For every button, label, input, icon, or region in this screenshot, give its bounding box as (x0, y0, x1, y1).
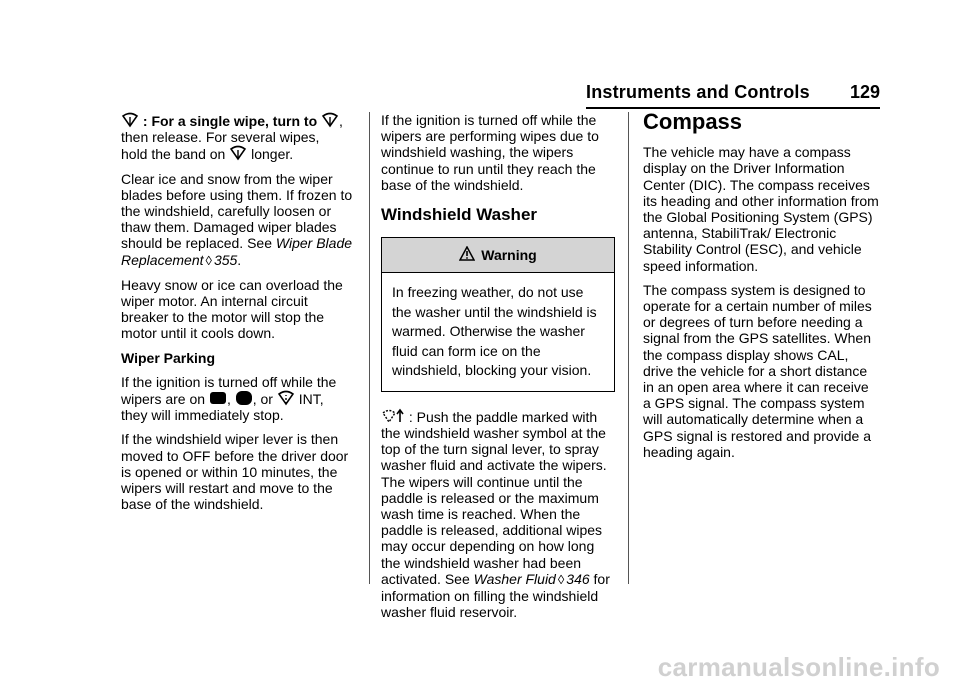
page-number: 129 (849, 82, 880, 102)
warning-triangle-icon (459, 246, 475, 264)
compass-heading: Compass (643, 109, 743, 134)
footer (0, 646, 960, 682)
wiper-mist-icon (229, 145, 247, 161)
watermark: carmanualsonline.info (657, 652, 940, 682)
wiper-blade-replacement-link[interactable]: Wiper Blade Replacement (121, 235, 353, 268)
washing-ignition-paragraph: If the ignition is turned off while the wipers are performing wipes due to windshield washing, the wipers continue to run until they reach the base of the windshield. (381, 112, 599, 193)
column-divider (369, 112, 370, 584)
page-header (586, 80, 880, 110)
page-ref-icon: ◊ (205, 252, 212, 268)
washer-fluid-link[interactable]: Washer Fluid (473, 570, 556, 587)
wiper-parking-paragraph: If the ignition is turned off while the wipers are on , , or INT, they will immediately stop. (121, 373, 337, 424)
washer-paddle-paragraph: : Push the paddle marked with the windshield washer symbol at the top of the turn signal lever, to spray washer fluid and activate the wipers. The wipers will continue until the paddle is released or the maximum wash time is reached. When the paddle is released, additional wipes may occur depending on how long the windshield washer had been activated. See Washer Fluid ◊ 346 for information on filling the windshield washer fluid reservoir. (381, 408, 610, 621)
wiper-mist-icon (121, 112, 139, 128)
wiper-high-icon (209, 390, 227, 406)
windshield-washer-heading: Windshield Washer (381, 205, 538, 225)
ice-snow-paragraph: Clear ice and snow from the wiper blades before using them. If frozen to the windshield, carefully loosen or thaw them. Damaged wiper blades should be replaced. See Wiper Blade Replacement ◊ 355. (121, 170, 353, 268)
wiper-mist-icon (321, 112, 339, 128)
single-wipe-paragraph: : For a single wipe, turn to , then release. For several wipes, hold the band on longer. (121, 113, 343, 163)
warning-title: Warning (481, 247, 537, 264)
column-compass (643, 109, 880, 468)
washer-spray-icon (381, 408, 405, 424)
wiper-parking-subhead: Wiper Parking (121, 349, 216, 366)
warning-body: In freezing weather, do not use the washer until the windshield is warmed. Otherwise the washer fluid can form ice on the windshield, blocking your vision. (392, 284, 597, 379)
compass-intro-paragraph: The vehicle may have a compass display on the Driver Information Center (DIC). The compass receives its heading and other information from the Global Positioning System (GPS) antenna, StabiliTrak/ Electronic Stability Control (ESC), and vehicle speed information. (643, 144, 879, 274)
warning-box (381, 237, 615, 392)
section-title: Instruments and Controls (586, 82, 810, 102)
overload-paragraph: Heavy snow or ice can overload the wiper motor. An internal circuit breaker to the motor will stop the motor until it cools down. (121, 276, 343, 342)
column-divider (628, 112, 629, 584)
page-ref-icon: ◊ (557, 571, 565, 587)
compass-system-paragraph: The compass system is designed to operate for a certain number of miles or degrees of turn before needing a signal from the GPS satellites. When the compass display shows CAL, drive the vehicle for a short distance in an open area where it can receive a GPS signal. The compass system will automatically determine when a GPS signal is restored and provide a heading again. (643, 281, 872, 460)
warning-header (382, 238, 614, 273)
column-washer (381, 112, 615, 628)
restart-paragraph: If the windshield wiper lever is then moved to OFF before the driver door is opened or within 10 minutes, the wipers will restart and move to the base of the windshield. (121, 431, 349, 513)
column-wipers (121, 112, 358, 520)
wiper-intermittent-icon (277, 390, 295, 406)
wiper-low-icon (235, 390, 253, 406)
